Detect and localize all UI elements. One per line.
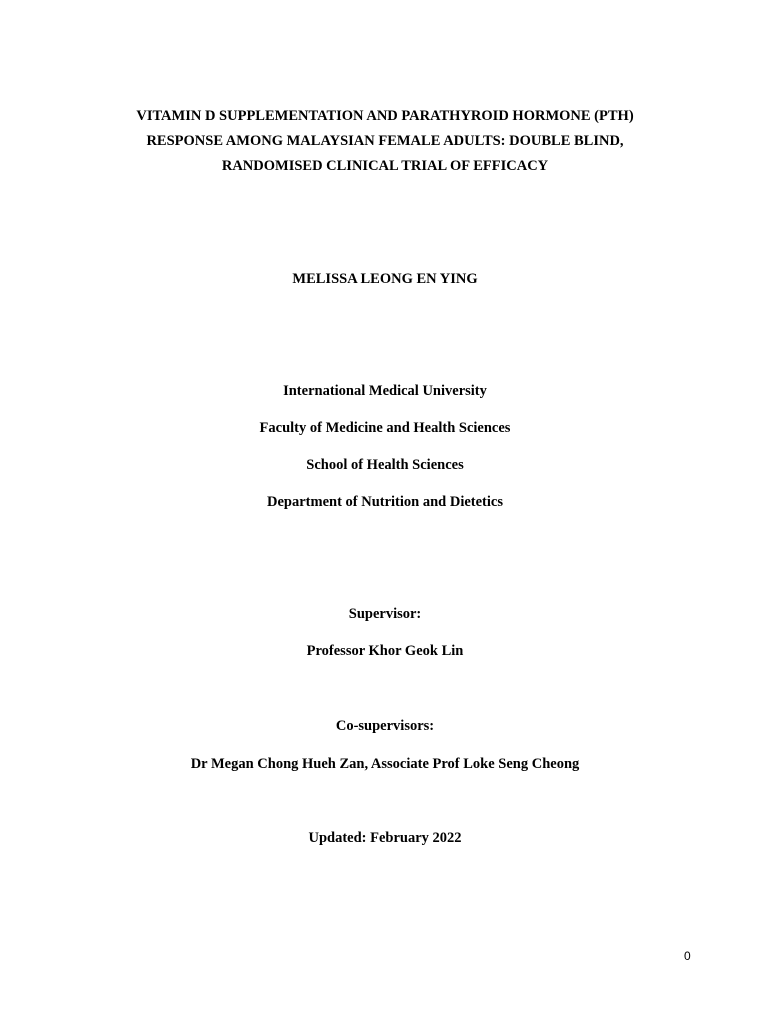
updated-date: Updated: February 2022 xyxy=(308,830,462,846)
department-name: Department of Nutrition and Dietetics xyxy=(267,494,503,510)
school-name: School of Health Sciences xyxy=(306,457,464,473)
co-supervisors-names: Dr Megan Chong Hueh Zan, Associate Prof Loke Seng Cheong xyxy=(190,756,580,772)
faculty-name: Faculty of Medicine and Health Sciences xyxy=(259,420,511,436)
university-name: International Medical University xyxy=(283,383,487,399)
supervisor-heading: Supervisor: xyxy=(348,606,422,622)
title-line-1: VITAMIN D SUPPLEMENTATION AND PARATHYROID HORMONE (PTH) xyxy=(136,108,634,124)
supervisor-name: Professor Khor Geok Lin xyxy=(306,643,464,659)
author-name: MELISSA LEONG EN YING xyxy=(292,271,478,287)
title-line-3: RANDOMISED CLINICAL TRIAL OF EFFICACY xyxy=(221,158,549,174)
page-number: 0 xyxy=(684,949,691,963)
title-line-2: RESPONSE AMONG MALAYSIAN FEMALE ADULTS: DOUBLE BLIND, xyxy=(146,133,624,149)
co-supervisors-heading: Co-supervisors: xyxy=(335,718,435,734)
